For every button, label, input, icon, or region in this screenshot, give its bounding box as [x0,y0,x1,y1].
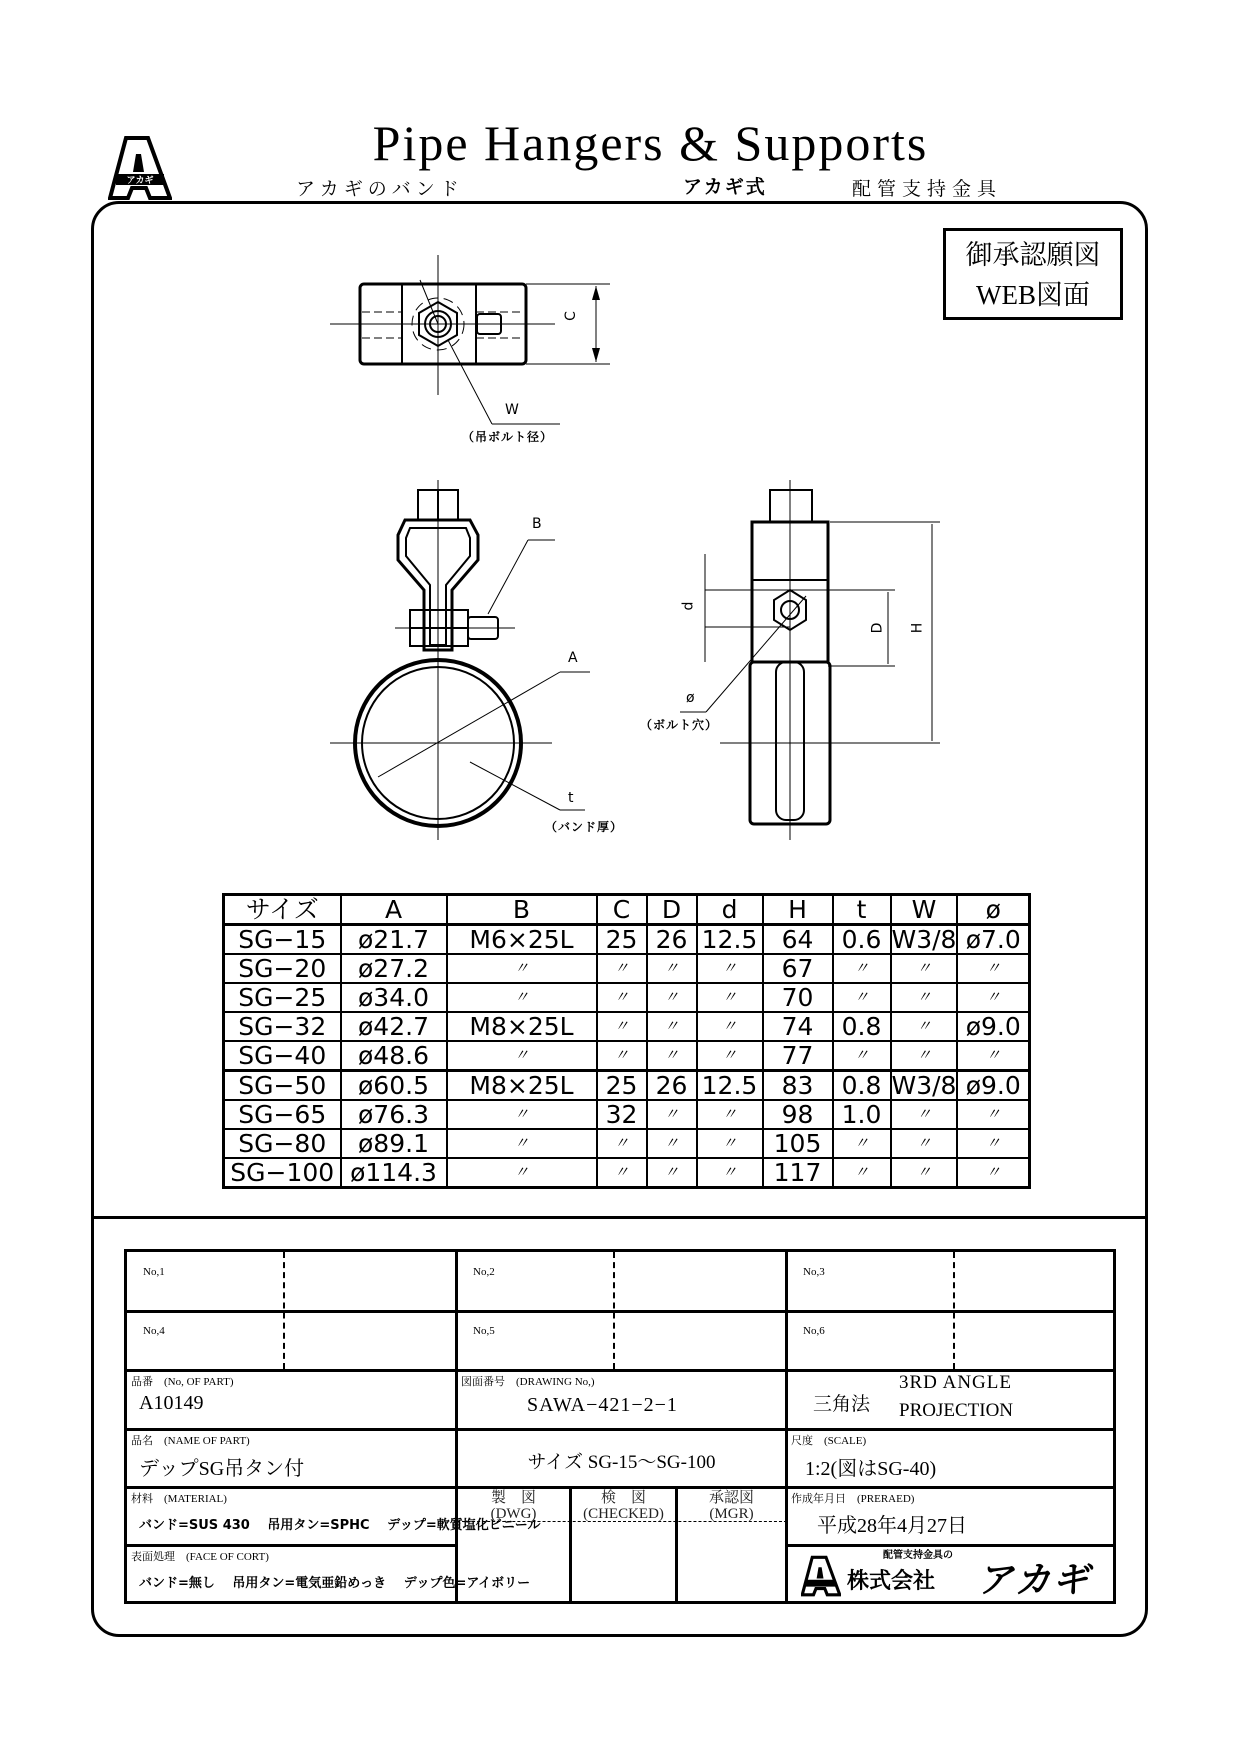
dim-label-b: B [532,516,542,532]
table-cell: 98 [763,1100,833,1129]
tb-line [127,1428,1113,1431]
part-name-label: 品名 (NAME OF PART) [131,1435,250,1447]
table-cell: 12.5 [697,925,763,955]
col-header: サイズ [224,895,341,925]
drawing-no-label: 図面番号 (DRAWING No,) [461,1376,595,1388]
table-cell: 〃 [597,954,647,983]
table-cell: 〃 [697,1158,763,1188]
part-no-label: 品番 (No, OF PART) [131,1376,234,1388]
table-cell: 25 [597,1071,647,1101]
table-row [224,1158,1030,1188]
table-cell: 77 [763,1041,833,1071]
table-cell: 0.8 [833,1012,891,1041]
checked-label-jp: 検 図 [600,1490,646,1506]
col-header: C [597,895,647,925]
table-cell: 〃 [447,983,597,1012]
table-cell: 83 [763,1071,833,1101]
table-cell: 32 [597,1100,647,1129]
table-cell: SG−100 [224,1158,341,1188]
table-cell: 〃 [697,1100,763,1129]
part-no-value: A10149 [139,1392,204,1414]
tb-line [127,1310,1113,1313]
table-cell: ø48.6 [341,1041,447,1071]
note-bolt-hole: （ボルト穴） [640,718,719,732]
table-cell: 70 [763,983,833,1012]
col-header: W [891,895,958,925]
table-cell: 〃 [597,1041,647,1071]
note-hanger-bolt-dia: （吊ボルト径） [462,430,554,444]
table-cell: ø114.3 [341,1158,447,1188]
table-cell: ø76.3 [341,1100,447,1129]
table-cell: 105 [763,1129,833,1158]
table-cell: 0.8 [833,1071,891,1101]
table-cell: 〃 [833,954,891,983]
col-header: H [763,895,833,925]
akagi-logo-small [801,1554,841,1598]
revision-no-1: No,1 [143,1266,165,1278]
table-cell: 〃 [957,1041,1029,1071]
table-cell: 〃 [697,1012,763,1041]
table-cell: 〃 [647,1100,697,1129]
mgr-label-jp: 承認図 [708,1490,754,1506]
table-cell: 〃 [957,1129,1029,1158]
table-cell: 〃 [647,983,697,1012]
dim-label-a: A [568,650,578,666]
table-cell: ø34.0 [341,983,447,1012]
note-band-thickness: （バンド厚） [545,820,624,834]
projection-line-1: 3RD ANGLE [899,1372,1012,1393]
top-view [330,255,610,424]
col-header: D [647,895,697,925]
table-cell: SG−15 [224,925,341,955]
finish-value: バンド=無し 吊用タン=電気亜鉛めっき デップ色=アイボリー [139,1576,531,1591]
table-row [224,1071,1030,1101]
table-cell: 〃 [647,1012,697,1041]
table-cell: 〃 [957,954,1029,983]
title-block [124,1249,1116,1604]
subtitle-right: 配管支持金具 [852,178,1003,200]
tb-line [455,1252,458,1601]
dwg-label-jp: 製 図 [490,1490,536,1506]
revision-no-5: No,5 [473,1325,495,1337]
table-cell: ø9.0 [957,1071,1029,1101]
table-cell: 〃 [833,1041,891,1071]
finish-label: 表面処理 (FACE OF CORT) [131,1551,269,1563]
col-header: A [341,895,447,925]
dim-label-d-large: D [869,622,886,634]
table-cell: 〃 [891,1158,958,1188]
table-cell: 〃 [891,983,958,1012]
table-cell: 〃 [891,1041,958,1071]
material-value: バンド=SUS 430 吊用タン=SPHC デップ=軟質塩化ビニール [139,1518,541,1533]
tb-line [127,1486,1113,1489]
checked-label [572,1490,675,1522]
mgr-label [678,1490,785,1522]
table-row [224,1041,1030,1071]
table-cell: 〃 [833,1129,891,1158]
scale-value: 1:2(図はSG-40) [805,1458,937,1480]
table-row [224,954,1030,983]
table-cell: ø27.2 [341,954,447,983]
page-title: Pipe Hangers & Supports [372,115,929,171]
table-row [224,1129,1030,1158]
tb-line [785,1252,788,1601]
table-cell: 64 [763,925,833,955]
table-cell: 〃 [697,983,763,1012]
table-cell: 〃 [697,954,763,983]
table-cell: 〃 [833,983,891,1012]
table-cell: SG−65 [224,1100,341,1129]
company-prefix: 株式会社 [847,1569,936,1594]
table-cell: W3/8 [891,1071,957,1100]
table-cell: SG−50 [224,1071,341,1101]
projection-method-jp: 三角法 [813,1394,871,1415]
table-header-row [224,895,1030,925]
table-cell: 〃 [647,1129,697,1158]
table-cell: 〃 [597,983,647,1012]
table-cell: 67 [763,954,833,983]
table-cell: 1.0 [833,1100,891,1129]
table-cell: 〃 [647,954,697,983]
tb-dashed-line [953,1252,955,1369]
table-cell: 〃 [447,1129,597,1158]
table-cell: ø89.1 [341,1129,447,1158]
table-cell: M8×25L [447,1071,597,1101]
table-cell: 〃 [891,1012,958,1041]
table-cell: 〃 [597,1158,647,1188]
approval-line-2: WEB図面 [976,280,1090,310]
table-cell: 〃 [447,1100,597,1129]
dim-label-h: H [909,622,926,634]
table-cell: 25 [597,925,647,955]
company-tagline: 配管支持金具の [883,1550,953,1561]
part-name-value: デップSG吊タン付 [139,1458,305,1480]
table-cell: 〃 [597,1129,647,1158]
projection-line-2: PROJECTION [899,1400,1014,1421]
table-cell: SG−20 [224,954,341,983]
front-view [330,480,590,840]
table-cell: ø60.5 [341,1071,447,1101]
company-logo-area [791,1548,1113,1601]
spec-table [222,893,1031,1189]
revision-no-6: No,6 [803,1325,825,1337]
table-row [224,1012,1030,1041]
prepared-label: 作成年月日 (PRERAED) [791,1493,915,1505]
tb-dashed-line [283,1252,285,1369]
table-cell: SG−32 [224,1012,341,1041]
table-cell: 〃 [957,1158,1029,1188]
table-row [224,983,1030,1012]
table-cell: 〃 [697,1041,763,1071]
table-cell: 〃 [891,1100,958,1129]
table-cell: M6×25L [447,925,597,955]
table-cell: 26 [647,1071,697,1101]
table-cell: SG−25 [224,983,341,1012]
table-cell: 117 [763,1158,833,1188]
table-row [224,1100,1030,1129]
company-name: アカギ [977,1560,1091,1601]
col-header: t [833,895,891,925]
col-header: B [447,895,597,925]
mgr-label-en: (MGR) [709,1506,754,1522]
dim-label-c: C [562,311,579,321]
dwg-label [458,1490,569,1522]
table-cell: 〃 [891,954,958,983]
table-row [224,925,1030,955]
table-cell: 74 [763,1012,833,1041]
table-cell: 〃 [647,1041,697,1071]
table-cell: 〃 [957,1100,1029,1129]
scale-label: 尺度 (SCALE) [791,1435,867,1447]
table-cell: 12.5 [697,1071,763,1101]
table-cell: 〃 [447,1158,597,1188]
table-cell: 〃 [833,1158,891,1188]
table-cell: 26 [647,925,697,955]
checked-label-en: (CHECKED) [583,1506,664,1522]
table-cell: 〃 [447,1041,597,1071]
table-cell: 0.6 [833,925,891,955]
approval-line-1: 御承認願図 [965,240,1101,270]
subtitle-left: アカギのバンド [296,178,464,200]
col-header: d [697,895,763,925]
table-cell: 〃 [697,1129,763,1158]
tb-line [127,1544,457,1547]
dim-label-w: W [505,402,519,418]
table-cell: 〃 [891,1129,958,1158]
frame-divider [91,1216,1148,1219]
table-cell: 〃 [647,1158,697,1188]
col-header: ø [957,895,1029,925]
table-cell: 〃 [597,1012,647,1041]
tb-dashed-line [613,1252,615,1369]
svg-text:アカギ: アカギ [126,176,154,186]
table-cell: ø7.0 [957,925,1029,955]
subtitle-brand: アカギ式 [683,176,767,198]
revision-no-3: No,3 [803,1266,825,1278]
dim-label-d-small: d [680,601,697,611]
dwg-label-en: (DWG) [490,1506,537,1522]
drawing-no-value: SAWA−421−2−1 [527,1394,678,1416]
prepared-date: 平成28年4月27日 [817,1515,967,1537]
table-cell: ø21.7 [341,925,447,955]
revision-no-2: No,2 [473,1266,495,1278]
table-cell: ø42.7 [341,1012,447,1041]
dim-label-phi: ø [686,690,695,706]
revision-no-4: No,4 [143,1325,165,1337]
table-cell: M8×25L [447,1012,597,1041]
table-cell: W3/8 [891,925,957,954]
table-cell: SG−80 [224,1129,341,1158]
table-cell: 〃 [957,983,1029,1012]
material-label: 材料 (MATERIAL) [131,1493,227,1505]
side-view [680,480,940,840]
dim-label-t: t [568,790,574,806]
table-cell: SG−40 [224,1041,341,1071]
table-cell: ø9.0 [957,1012,1029,1041]
size-range: サイズ SG-15〜SG-100 [527,1452,716,1473]
table-cell: 〃 [447,954,597,983]
